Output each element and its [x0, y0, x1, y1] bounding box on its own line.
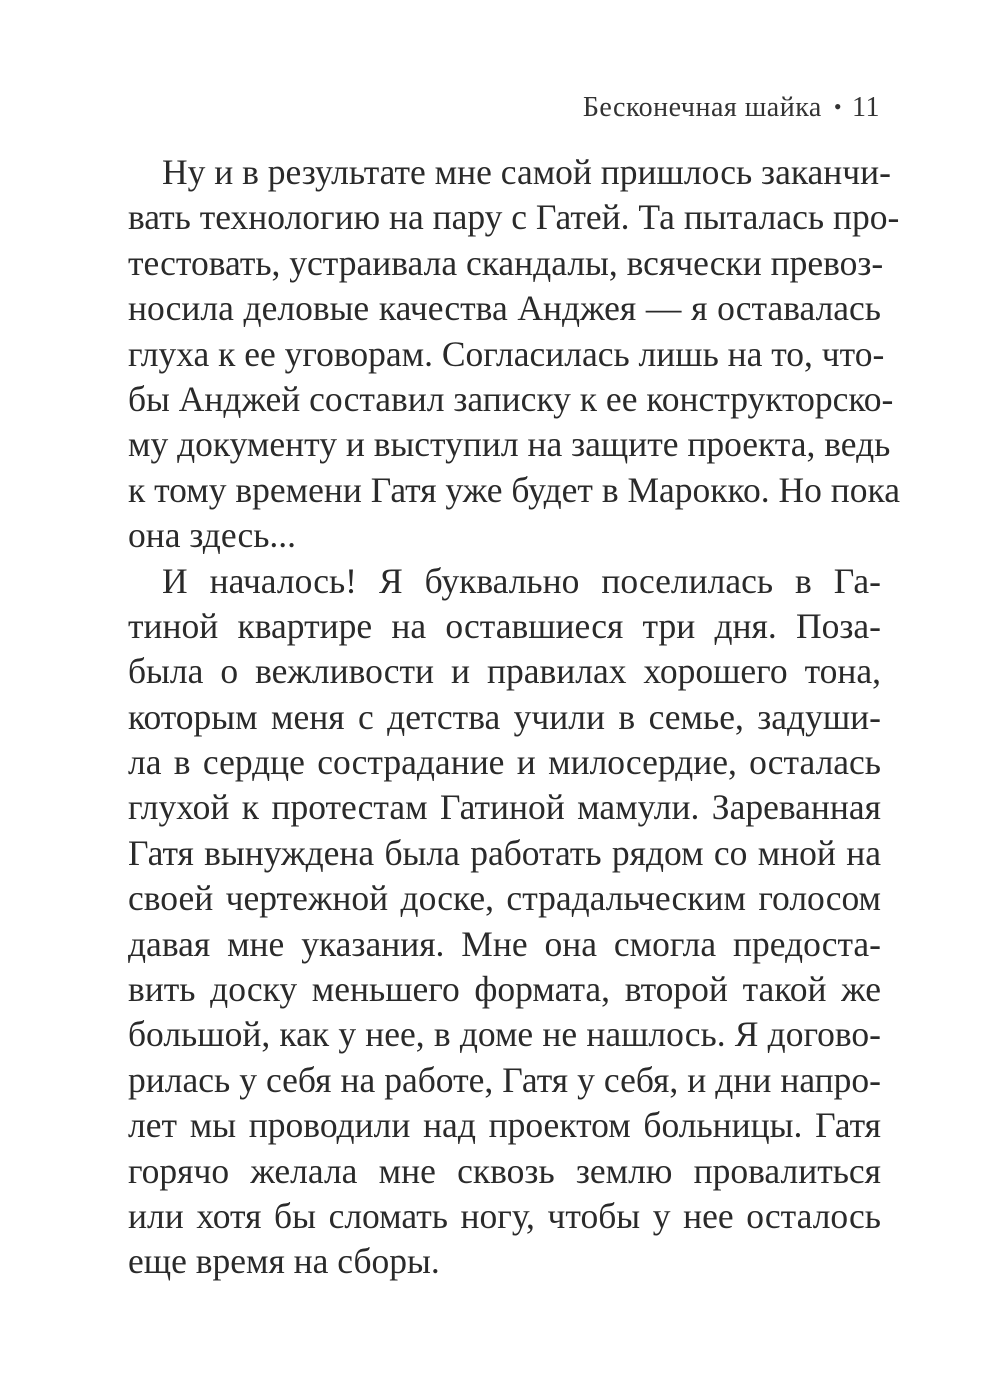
text-line: давая мне указания. Мне она смогла предоста-: [128, 923, 881, 964]
text-line: ла в сердце сострадание и милосердие, осталась: [128, 742, 881, 783]
running-head-title: Бесконечная шайка: [582, 92, 822, 123]
text-line: горячо желала мне сквозь землю провалиться: [128, 1150, 881, 1191]
text-line: бы Анджей составил записку к ее конструкторско-: [128, 378, 894, 419]
text-line: глуха к ее уговорам. Согласилась лишь на то, что-: [128, 333, 885, 374]
paragraph-2: [128, 559, 881, 1285]
running-head: [583, 92, 880, 124]
paragraph-1: [128, 150, 900, 559]
text-line: тиной квартире на оставшиеся три дня. Поза-: [128, 605, 881, 646]
page-number: 11: [852, 92, 880, 123]
page-body: [128, 150, 900, 1285]
text-line: Ну и в результате мне самой пришлось заканчи-: [162, 152, 891, 192]
text-line: к тому времени Гатя уже будет в Марокко. Но пока: [128, 469, 900, 510]
text-line: вить доску меньшего формата, второй такой же: [128, 969, 881, 1010]
text-line: она здесь...: [128, 515, 297, 556]
text-line: еще время на сборы.: [128, 1241, 440, 1282]
text-line: была о вежливости и правилах хорошего тона,: [128, 651, 881, 692]
text-line: вать технологию на пару с Гатей. Та пыталась про-: [128, 197, 900, 238]
text-line: большой, как у нее, в доме не нашлось. Я догово-: [128, 1014, 881, 1055]
text-line: носила деловые качества Анджея — я оставалась: [128, 288, 881, 329]
text-line: глухой к протестам Гатиной мамули. Зареванная: [128, 787, 881, 828]
text-line: лет мы проводили над проектом больницы. Гатя: [128, 1105, 881, 1146]
text-line: му документу и выступил на защите проекта, ведь: [128, 424, 891, 465]
text-line: которым меня с детства учили в семье, задуши-: [128, 696, 881, 737]
text-line: тестовать, устраивала скандалы, всячески превоз-: [128, 242, 884, 283]
text-line: рилась у себя на работе, Гатя у себя, и дни напро-: [128, 1059, 881, 1100]
text-line: своей чертежной доске, страдальческим голосом: [128, 878, 881, 919]
text-line: Гатя вынуждена была работать рядом со мной на: [128, 832, 881, 873]
text-line: И началось! Я буквально поселилась в Га-: [162, 560, 881, 601]
text-line: или хотя бы сломать ногу, чтобы у нее осталось: [128, 1195, 881, 1236]
bullet-separator: •: [833, 94, 843, 119]
